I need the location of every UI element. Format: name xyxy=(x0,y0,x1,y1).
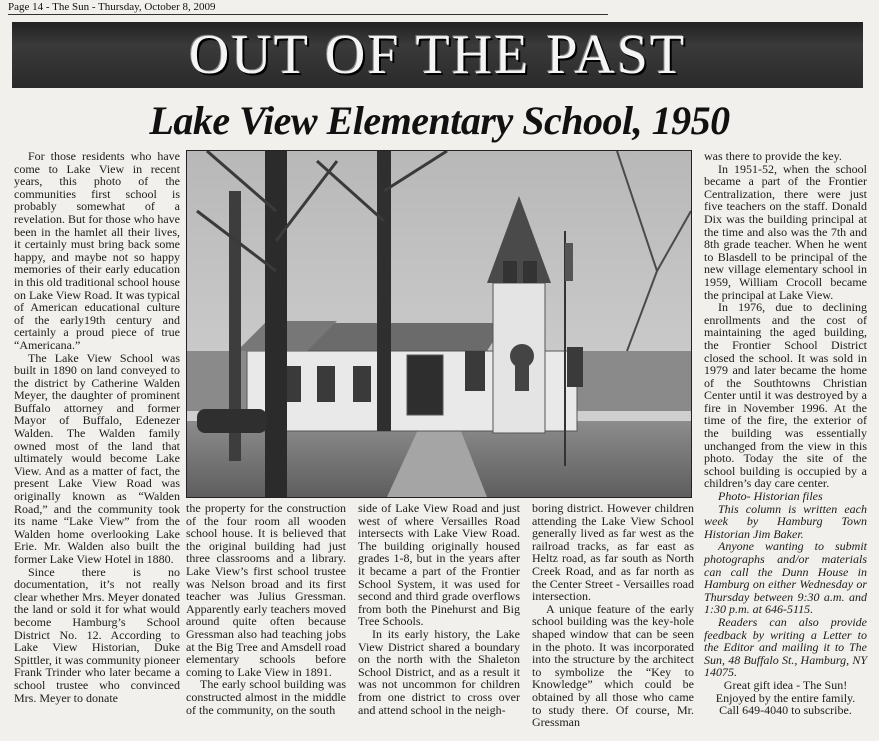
paragraph: In 1976, due to declining enrollments and the cost of maintaining the aged building, the Frontier School District closed the school. It was sold in 1979 and later became the home of the Southtowns Christian Center until it was destroyed by a fire in November 1996. At the time of the fire, the exterior of the building was essentially unchanged from the view in this photo. Today the site of the school building is occupied by a children’s day care center. xyxy=(704,300,867,491)
paragraph: Since there is no documentation, it’s not really clear whether Mrs. Meyer donated the land or sold it for what would become Hamburg’s School District No. 12. According to Lake View Historian, Duke Spittler, it was community pioneer Frank Trinder who later became a school trustee who convinced Mrs. Meyer to donate xyxy=(14,564,180,705)
photo-credit: Photo- Historian files xyxy=(718,489,823,504)
feedback-info: Readers can also provide feedback by writing a Letter to the Editor and mailing it to The Sun, 48 Buffalo St., Hamburg, NY 14075. xyxy=(704,614,867,680)
school-photo xyxy=(186,150,692,498)
paragraph: the property for the construction of the four room all wooden school house. It is believed that the original building had just three classrooms and a library. Lake View’s first school trustee was Nelson broad and its first teacher was Julius Gressman. Apparently early teachers moved around quite often because Gressman also had teaching jobs at the Big Tree and Amsdell road elementary schools before coming to Lake View in 1891. xyxy=(186,501,346,679)
paragraph: In 1951-52, when the school became a part of the Frontier Centralization, there were just five teachers on the staff. Donald Dix was the building principal at the time and also was the 7th and 8th grade teacher. When he went to Blasdell to be principal of the new village elementary school in 1959, William Crocoll became the principal at Lake View. xyxy=(704,161,867,302)
paragraph: For those residents who have come to Lake View in recent years, this photo of the communities first school is probably somewhat of a revelation. But for those who have been in the hamlet all their lives, it certainly must bring back some happy, and maybe not so happy memories of their early education in this old traditional school house on Lake View Road. It was typical of American educational culture of the early19th century and certainly a proud piece of true “Americana.” xyxy=(14,149,181,352)
subscribe-line: Call 649-4040 to subscribe. xyxy=(719,703,852,718)
article-column-4 xyxy=(532,502,694,729)
paragraph: side of Lake View Road and just west of where Versailles Road intersects with Lake View Road. The building originally housed grades 1-8, but in the years after it became a part of the Frontier School System, it was used for second and third grade overflows from both the Pinehurst and Big Tree Schools. xyxy=(358,501,520,629)
paragraph: boring district. However children attending the Lake View School generally lived as far west as the railroad tracks, as far east as Heltz road, as far south as North Creek Road, and as far north as the Center Street - Versailles road intersection. xyxy=(532,501,694,604)
paragraph: In its early history, the Lake View District shared a boundary on the north with the Shaleton School District, and as a result it was not uncommon for children from one district to cross over and attend school in the neigh- xyxy=(358,626,520,717)
article-column-2 xyxy=(186,502,346,716)
article-column-5 xyxy=(704,150,867,717)
page-folio: Page 14 - The Sun - Thursday, October 8, 2009 xyxy=(8,0,608,15)
gift-line: Great gift idea - The Sun! xyxy=(723,677,848,692)
paragraph: The Lake View School was built in 1890 on land conveyed to the district by Catherine Walden Meyer, the daughter of prominent Buffalo attorney and former Mayor of Buffalo, Edenezer Walden. The Walden family owned most of the land that ultimately would become Lake View. And as a matter of fact, the present Lake View Road was originally known as “Walden Road,” and the community took its name “Lake View” from the Walden home overlooking Lake Erie. Mr. Walden also built the former Lake View Hotel in 1880. xyxy=(14,350,180,566)
paragraph: was there to provide the key. xyxy=(704,149,842,163)
paragraph: A unique feature of the early school building was the key-hole shaped window that can be seen in the photo. It was incorporated into the structure by the architect to symbolize the “Key to Knowledge” which could be obtained by all those who came to study there. Of course, Mr. Gressman xyxy=(532,601,694,730)
paragraph: The early school building was constructed almost in the middle of the community, on the south xyxy=(186,677,346,717)
submission-info: Anyone wanting to submit photographs and/or materials can call the Dunn House in Hamburg on either Wednesday or Thursday between 9:30 a.m. and 1:30 p.m. at 646-5115. xyxy=(704,539,867,617)
gift-line: Enjoyed by the entire family. xyxy=(715,690,856,705)
column-note: This column is written each week by Hamburg Town Historian Jim Baker. xyxy=(704,501,867,541)
school-building-illustration xyxy=(187,151,691,497)
banner-title: OUT OF THE PAST xyxy=(188,24,687,86)
article-headline: Lake View Elementary School, 1950 xyxy=(149,98,730,143)
section-banner xyxy=(12,22,863,88)
article-column-1 xyxy=(14,150,180,704)
article-column-3 xyxy=(358,502,520,716)
